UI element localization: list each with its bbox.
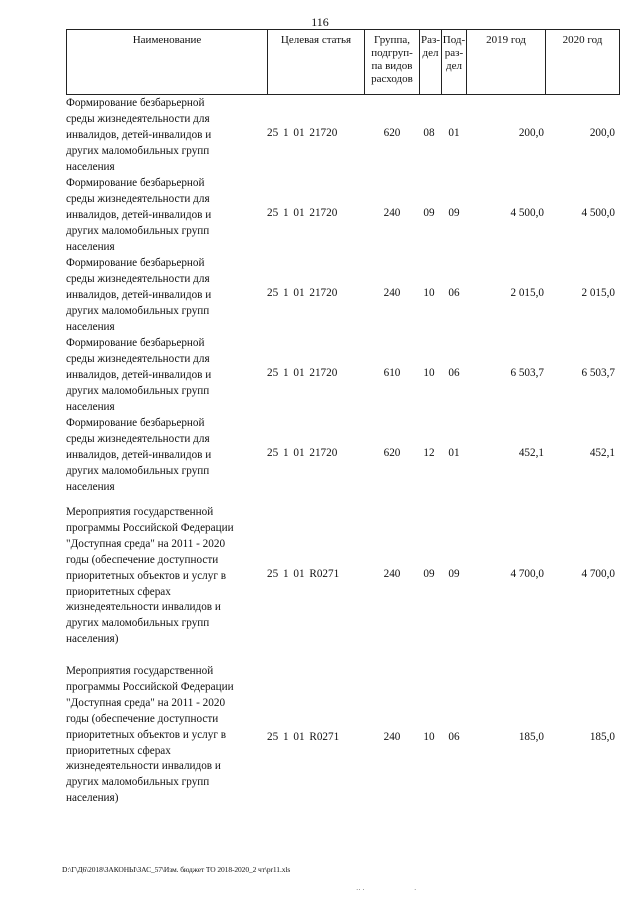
row-value-2020: 452,1 — [589, 447, 615, 459]
row-value-2020: 4 500,0 — [581, 207, 615, 219]
row-group: 610 — [383, 367, 401, 379]
row-value-2020: 6 503,7 — [581, 367, 615, 379]
row-value-2020: 2 015,0 — [581, 287, 615, 299]
row-target-code: 25 1 01 21720 — [267, 207, 338, 219]
scan-speck: ·· · — [356, 886, 365, 894]
row-subsection: 01 — [448, 447, 460, 459]
header-group-label: Группа, подгруп- па видов расходов — [371, 34, 413, 85]
header-subsection — [441, 29, 466, 95]
header-2019 — [466, 29, 545, 95]
row-value-2019: 4 500,0 — [510, 207, 544, 219]
row-subsection: 06 — [448, 287, 460, 299]
header-subsection-label: Под- раз- дел — [442, 34, 466, 72]
row-section: 10 — [423, 287, 435, 299]
header-2019-label: 2019 год — [486, 34, 526, 46]
row-section: 08 — [423, 127, 435, 139]
row-name: Мероприятия государственной программы Российской Федерации "Доступная среда" на 2011 - 2020 годы (обеспечение доступности приоритетных объектов и услуг в приоритетных сферах жизнедеятельности инвалидов и других маломобильных групп населения) — [66, 506, 234, 646]
row-value-2019: 200,0 — [518, 127, 544, 139]
row-value-2019: 185,0 — [518, 731, 544, 743]
row-group: 240 — [383, 287, 401, 299]
row-name: Формирование безбарьерной среды жизнедеятельности для инвалидов, детей-инвалидов и других маломобильных групп населения — [66, 257, 212, 333]
row-section: 09 — [423, 207, 435, 219]
row-target-code: 25 1 01 21720 — [267, 367, 338, 379]
header-target-label: Целевая статья — [280, 34, 352, 46]
row-value-2020: 200,0 — [589, 127, 615, 139]
row-name: Формирование безбарьерной среды жизнедеятельности для инвалидов, детей-инвалидов и других маломобильных групп населения — [66, 97, 212, 173]
row-value-2019: 4 700,0 — [510, 568, 544, 580]
row-section: 10 — [423, 731, 435, 743]
header-2020-label: 2020 год — [562, 34, 603, 46]
row-subsection: 06 — [448, 367, 460, 379]
row-name: Мероприятия государственной программы Российской Федерации "Доступная среда" на 2011 - 2020 годы (обеспечение доступности приоритетных объектов и услуг в приоритетных сферах жизнедеятельности инвалидов и других маломобильных групп населения) — [66, 665, 234, 805]
header-2020 — [545, 29, 620, 95]
row-subsection: 09 — [448, 207, 460, 219]
row-value-2019: 452,1 — [518, 447, 544, 459]
row-section: 09 — [423, 568, 435, 580]
row-name: Формирование безбарьерной среды жизнедеятельности для инвалидов, детей-инвалидов и других маломобильных групп населения — [66, 417, 212, 493]
row-target-code: 25 1 01 21720 — [267, 447, 338, 459]
header-section — [419, 29, 441, 95]
row-group: 240 — [383, 207, 401, 219]
row-name: Формирование безбарьерной среды жизнедеятельности для инвалидов, детей-инвалидов и других маломобильных групп населения — [66, 337, 212, 413]
row-name: Формирование безбарьерной среды жизнедеятельности для инвалидов, детей-инвалидов и других маломобильных групп населения — [66, 177, 212, 253]
row-value-2020: 185,0 — [589, 731, 615, 743]
header-name-label: Наименование — [132, 34, 202, 46]
row-section: 12 — [423, 447, 435, 459]
row-target-code: 25 1 01 R0271 — [267, 731, 340, 743]
header-group — [364, 29, 419, 95]
row-group: 240 — [383, 568, 401, 580]
row-target-code: 25 1 01 R0271 — [267, 568, 340, 580]
header-name — [66, 29, 267, 95]
row-target-code: 25 1 01 21720 — [267, 287, 338, 299]
row-target-code: 25 1 01 21720 — [267, 127, 338, 139]
scan-speck: · — [414, 886, 417, 894]
file-path-footer: D:\Г\Д6\2018\ЗАКОНЫ\ЗАС_57\Изм. бюджет ТО 2018-2020_2 чт\pr11.xls — [62, 865, 291, 874]
row-value-2019: 6 503,7 — [510, 367, 544, 379]
row-subsection: 01 — [448, 127, 460, 139]
row-value-2020: 4 700,0 — [581, 568, 615, 580]
header-target — [267, 29, 364, 95]
row-group: 620 — [383, 447, 401, 459]
row-value-2019: 2 015,0 — [510, 287, 544, 299]
row-subsection: 06 — [448, 731, 460, 743]
header-section-label: Раз- дел — [420, 34, 440, 59]
row-group: 240 — [383, 731, 401, 743]
row-subsection: 09 — [448, 568, 460, 580]
page-number: 116 — [311, 15, 329, 29]
row-group: 620 — [383, 127, 401, 139]
row-section: 10 — [423, 367, 435, 379]
